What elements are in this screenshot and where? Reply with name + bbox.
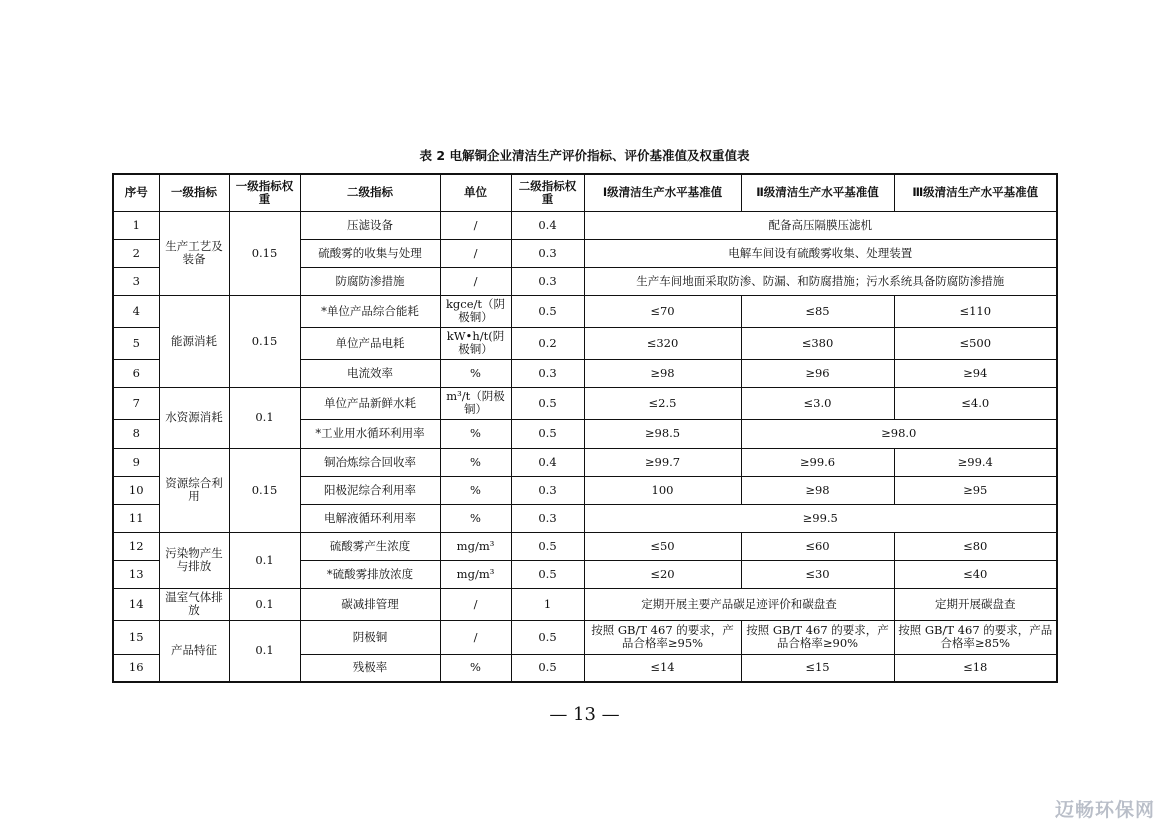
group-name: 能源消耗: [159, 295, 229, 387]
grade2-cell: ≤380: [741, 327, 894, 359]
table-row: [113, 387, 1057, 419]
indicator-cell: 防腐防渗措施: [300, 267, 440, 295]
grade3-cell: ≥94: [894, 359, 1057, 387]
indicator-cell: 阴极铜: [300, 620, 440, 654]
unit-cell: mg/m³: [440, 560, 511, 588]
unit-cell: kW•h/t(阴极铜）: [440, 327, 511, 359]
header-lvl2-weight: 二级指标权重: [511, 174, 584, 211]
unit-cell: /: [440, 211, 511, 239]
grade3-cell: ≥95: [894, 476, 1057, 504]
seq-cell: 11: [113, 504, 159, 532]
indicator-cell: 阳极泥综合利用率: [300, 476, 440, 504]
grade3-cell: ≤80: [894, 532, 1057, 560]
indicator-cell: 电解液循环利用率: [300, 504, 440, 532]
group-weight: 0.15: [229, 295, 300, 387]
unit-cell: %: [440, 359, 511, 387]
group-weight: 0.1: [229, 387, 300, 448]
grade1-cell: 按照 GB/T 467 的要求，产品合格率≥95%: [584, 620, 741, 654]
grade3-cell: ≤500: [894, 327, 1057, 359]
grade3-cell: ≤40: [894, 560, 1057, 588]
table-row: [113, 532, 1057, 560]
group-weight: 0.1: [229, 532, 300, 588]
weight-cell: 0.5: [511, 419, 584, 448]
indicator-cell: 铜冶炼综合回收率: [300, 448, 440, 476]
header-grade3: Ⅲ级清洁生产水平基准值: [894, 174, 1057, 211]
grade3-cell: ≤18: [894, 654, 1057, 682]
grade2-cell: ≥98: [741, 476, 894, 504]
seq-cell: 13: [113, 560, 159, 588]
table-title: 表 2 电解铜企业清洁生产评价指标、评价基准值及权重值表: [419, 148, 750, 163]
header-row: [113, 174, 1057, 211]
indicator-cell: 单位产品新鲜水耗: [300, 387, 440, 419]
value-all-cell: 生产车间地面采取防渗、防漏、和防腐措施；污水系统具备防腐防渗措施: [584, 267, 1057, 295]
grade1-cell: ≤2.5: [584, 387, 741, 419]
weight-cell: 0.5: [511, 620, 584, 654]
weight-cell: 0.5: [511, 560, 584, 588]
seq-cell: 2: [113, 239, 159, 267]
value-all-cell: 配备高压隔膜压滤机: [584, 211, 1057, 239]
value-all-cell: 电解车间设有硫酸雾收集、处理装置: [584, 239, 1057, 267]
grade3-cell: ≤110: [894, 295, 1057, 327]
grade2-cell: ≤30: [741, 560, 894, 588]
weight-cell: 0.5: [511, 295, 584, 327]
table-row: [113, 620, 1057, 654]
group-weight: 0.15: [229, 448, 300, 532]
header-grade2: Ⅱ级清洁生产水平基准值: [741, 174, 894, 211]
weight-cell: 0.5: [511, 532, 584, 560]
indicator-cell: *单位产品综合能耗: [300, 295, 440, 327]
table-row: [113, 211, 1057, 239]
weight-cell: 0.3: [511, 239, 584, 267]
seq-cell: 15: [113, 620, 159, 654]
grade1-cell: ≥98.5: [584, 419, 741, 448]
indicator-cell: 电流效率: [300, 359, 440, 387]
grade2-cell: ≤85: [741, 295, 894, 327]
grade1-cell: ≤20: [584, 560, 741, 588]
seq-cell: 8: [113, 419, 159, 448]
grade23-cell: ≥98.0: [741, 419, 1057, 448]
indicator-cell: *工业用水循环利用率: [300, 419, 440, 448]
seq-cell: 9: [113, 448, 159, 476]
seq-cell: 12: [113, 532, 159, 560]
group-name: 产品特征: [159, 620, 229, 682]
grade1-cell: ≥98: [584, 359, 741, 387]
table-row: [113, 588, 1057, 620]
unit-cell: %: [440, 448, 511, 476]
indicator-cell: *硫酸雾排放浓度: [300, 560, 440, 588]
header-lvl2: 二级指标: [300, 174, 440, 211]
unit-cell: kgce/t（阴极铜）: [440, 295, 511, 327]
unit-cell: /: [440, 620, 511, 654]
value-all-cell: ≥99.5: [584, 504, 1057, 532]
header-lvl1: 一级指标: [159, 174, 229, 211]
table-row: [113, 295, 1057, 327]
grade1-cell: ≤50: [584, 532, 741, 560]
group-name: 生产工艺及装备: [159, 211, 229, 295]
header-seq: 序号: [113, 174, 159, 211]
indicator-cell: 碳减排管理: [300, 588, 440, 620]
grade1-cell: ≤320: [584, 327, 741, 359]
seq-cell: 7: [113, 387, 159, 419]
indicator-cell: 硫酸雾的收集与处理: [300, 239, 440, 267]
evaluation-table: [112, 173, 1058, 683]
weight-cell: 0.4: [511, 211, 584, 239]
weight-cell: 0.3: [511, 267, 584, 295]
indicator-cell: 压滤设备: [300, 211, 440, 239]
group-name: 水资源消耗: [159, 387, 229, 448]
grade3-cell: ≤4.0: [894, 387, 1057, 419]
weight-cell: 0.5: [511, 387, 584, 419]
indicator-cell: 残极率: [300, 654, 440, 682]
unit-cell: %: [440, 419, 511, 448]
unit-cell: %: [440, 476, 511, 504]
grade3-cell: 定期开展碳盘查: [894, 588, 1057, 620]
unit-cell: %: [440, 654, 511, 682]
indicator-cell: 硫酸雾产生浓度: [300, 532, 440, 560]
grade3-cell: ≥99.4: [894, 448, 1057, 476]
weight-cell: 1: [511, 588, 584, 620]
weight-cell: 0.2: [511, 327, 584, 359]
header-grade1: Ⅰ级清洁生产水平基准值: [584, 174, 741, 211]
seq-cell: 16: [113, 654, 159, 682]
grade2-cell: 按照 GB/T 467 的要求，产品合格率≥90%: [741, 620, 894, 654]
weight-cell: 0.5: [511, 654, 584, 682]
weight-cell: 0.3: [511, 504, 584, 532]
unit-cell: /: [440, 267, 511, 295]
grade12-cell: 定期开展主要产品碳足迹评价和碳盘查: [584, 588, 894, 620]
seq-cell: 10: [113, 476, 159, 504]
grade1-cell: 100: [584, 476, 741, 504]
unit-cell: /: [440, 239, 511, 267]
group-weight: 0.1: [229, 620, 300, 682]
table-row: [113, 448, 1057, 476]
grade1-cell: ≤14: [584, 654, 741, 682]
seq-cell: 5: [113, 327, 159, 359]
weight-cell: 0.3: [511, 476, 584, 504]
group-weight: 0.1: [229, 588, 300, 620]
grade1-cell: ≥99.7: [584, 448, 741, 476]
seq-cell: 1: [113, 211, 159, 239]
weight-cell: 0.3: [511, 359, 584, 387]
grade3-cell: 按照 GB/T 467 的要求，产品合格率≥85%: [894, 620, 1057, 654]
group-name: 资源综合利用: [159, 448, 229, 532]
watermark-logo: 迈畅环保网: [1054, 799, 1155, 821]
grade2-cell: ≥96: [741, 359, 894, 387]
grade1-cell: ≤70: [584, 295, 741, 327]
group-name: 温室气体排放: [159, 588, 229, 620]
seq-cell: 6: [113, 359, 159, 387]
seq-cell: 14: [113, 588, 159, 620]
grade2-cell: ≤3.0: [741, 387, 894, 419]
header-unit: 单位: [440, 174, 511, 211]
grade2-cell: ≥99.6: [741, 448, 894, 476]
grade2-cell: ≤60: [741, 532, 894, 560]
unit-cell: /: [440, 588, 511, 620]
page-number: — 13 —: [549, 704, 620, 725]
unit-cell: m³/t（阴极铜）: [440, 387, 511, 419]
indicator-cell: 单位产品电耗: [300, 327, 440, 359]
weight-cell: 0.4: [511, 448, 584, 476]
group-name: 污染物产生与排放: [159, 532, 229, 588]
header-lvl1-weight: 一级指标权重: [229, 174, 300, 211]
group-weight: 0.15: [229, 211, 300, 295]
seq-cell: 3: [113, 267, 159, 295]
seq-cell: 4: [113, 295, 159, 327]
grade2-cell: ≤15: [741, 654, 894, 682]
unit-cell: mg/m³: [440, 532, 511, 560]
unit-cell: %: [440, 504, 511, 532]
